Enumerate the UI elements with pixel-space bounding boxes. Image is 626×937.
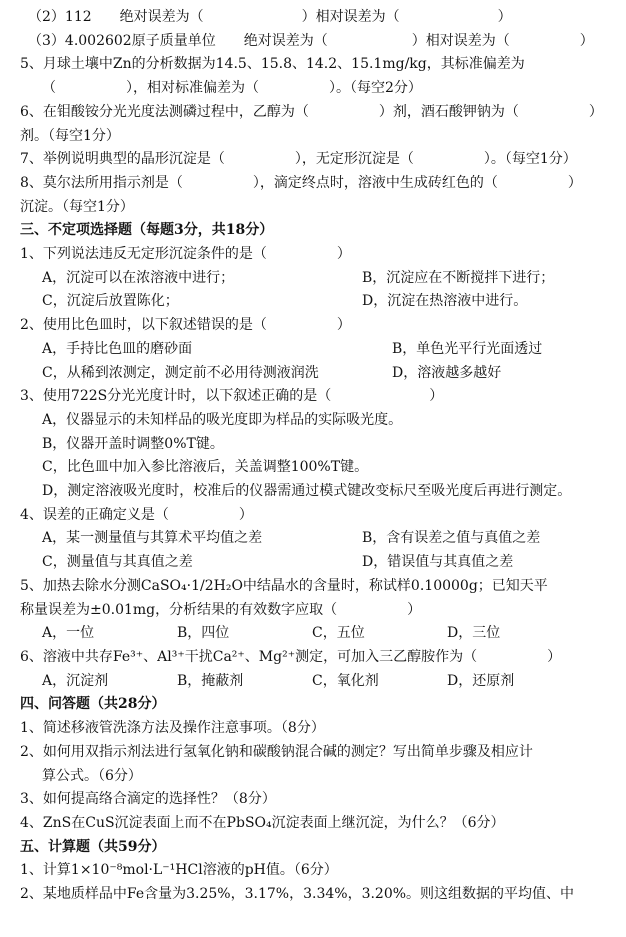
- s4-q2-cont: 算公式。（6分）: [42, 767, 142, 784]
- s3-q6-options: [20, 670, 616, 694]
- s3-q1-options-row1: [20, 267, 616, 291]
- s3-q5-options: [20, 622, 616, 646]
- s5-q1: 1、计算1×10⁻⁸mol·L⁻¹HCl溶液的pH值。（6分）: [20, 862, 338, 879]
- s3-q2-stem: 2、使用比色皿时，以下叙述错误的是（ ）: [20, 317, 351, 334]
- q7-stem: 7、举例说明典型的晶形沉淀是（ ），无定形沉淀是（ ）。（每空1分）: [20, 151, 577, 168]
- s3-q5-stem: 5、加热去除水分测CaSO₄·1/2H₂O中结晶水的含量时，称试样0.10000g；已知天平: [20, 577, 548, 594]
- s3-q5-option-d: D，三位: [447, 625, 501, 642]
- q2-line-helium: （3）4.002602原子质量单位 绝对误差为（ ）相对误差为（ ）: [28, 32, 594, 49]
- s3-q3-stem: 3、使用722S分光光度计时，以下叙述正确的是（ ）: [20, 388, 444, 405]
- s3-q1-option-b: B，沉淀应在不断搅拌下进行；: [362, 269, 555, 286]
- s3-q6-option-d: D，还原剂: [447, 672, 515, 689]
- s3-q3-option-a: A，仪器显示的未知样品的吸光度即为样品的实际吸光度。: [42, 411, 403, 428]
- s3-q2-option-d: D，溶液越多越好: [392, 364, 502, 381]
- q6-end: 剂。（每空1分）: [20, 127, 120, 144]
- s3-q5-option-a: A，一位: [42, 625, 95, 642]
- s4-q1: 1、简述移液管洗涤方法及操作注意事项。（8分）: [20, 720, 325, 737]
- s3-q5-option-c: C，五位: [312, 625, 365, 642]
- s3-q3-option-b: B，仪器开盖时调整0%T键。: [42, 435, 224, 452]
- s4-q2: 2、如何用双指示剂法进行氢氧化钠和碳酸钠混合碱的测定？写出简单步骤及相应计: [20, 743, 533, 760]
- s3-q3-option-d: D，测定溶液吸光度时，校准后的仪器需通过模式键改变标尺至吸光度后再进行测定。: [42, 483, 572, 500]
- s3-q6-stem: 6、溶液中共存Fe³⁺、Al³⁺干扰Ca²⁺、Mg²⁺测定，可加入三乙醇胺作为（ ）: [20, 648, 562, 665]
- s3-q1-option-a: A，沉淀可以在浓溶液中进行；: [42, 269, 235, 286]
- s3-q1-option-d: D，沉淀在热溶液中进行。: [362, 293, 528, 310]
- s3-q3-option-c: C，比色皿中加入参比溶液后，关盖调整100%T键。: [42, 459, 369, 476]
- s3-q6-option-a: A，沉淀剂: [42, 672, 109, 689]
- section-4-heading: 四、问答题（共28分）: [20, 696, 166, 713]
- s3-q2-options-row1: [20, 338, 616, 362]
- q8-end: 沉淀。（每空1分）: [20, 198, 134, 215]
- section-5-heading: 五、计算题（共59分）: [20, 838, 166, 855]
- section-3-heading: 三、不定项选择题（每题3分，共18分）: [20, 222, 274, 239]
- s3-q5-option-b: B，四位: [177, 625, 230, 642]
- q6-stem: 6、在钼酸铵分光光度法测磷过程中，乙醇为（ ）剂，酒石酸钾钠为（ ）: [20, 103, 603, 120]
- s3-q4-option-d: D，错误值与其真值之差: [362, 554, 514, 571]
- s3-q1-option-c: C，沉淀后放置陈化；: [42, 293, 179, 310]
- s3-q1-stem: 1、下列说法违反无定形沉淀条件的是（ ）: [20, 246, 351, 263]
- s3-q4-option-b: B，含有误差之值与真值之差: [362, 530, 541, 547]
- q8-stem: 8、莫尔法所用指示剂是（ ），滴定终点时，溶液中生成砖红色的（ ）: [20, 174, 582, 191]
- q5-blanks: （ ），相对标准偏差为（ ）。（每空2分）: [42, 80, 422, 97]
- s4-q4: 4、ZnS在CuS沉淀表面上而不在PbSO₄沉淀表面上继沉淀，为什么？（6分）: [20, 814, 505, 831]
- s3-q4-stem: 4、误差的正确定义是（ ）: [20, 506, 253, 523]
- s3-q5-stem-cont: 称量误差为±0.01mg，分析结果的有效数字应取（ ）: [20, 601, 422, 618]
- s3-q6-option-b: B，掩蔽剂: [177, 672, 244, 689]
- q2-line-112: （2）112 绝对误差为（ ）相对误差为（ ）: [28, 9, 512, 25]
- s5-q2: 2、某地质样品中Fe含量为3.25%，3.17%，3.34%，3.20%。则这组数据的平均值、中: [20, 886, 575, 903]
- s3-q6-option-c: C，氧化剂: [312, 672, 379, 689]
- s3-q2-option-b: B，单色光平行光面透过: [392, 340, 543, 357]
- s3-q4-option-a: A，某一测量值与其算术平均值之差: [42, 530, 263, 547]
- s3-q4-options-row2: [20, 551, 616, 575]
- s4-q3: 3、如何提高络合滴定的选择性？（8分）: [20, 791, 276, 808]
- s3-q4-options-row1: [20, 527, 616, 551]
- s3-q2-option-a: A，手持比色皿的磨砂面: [42, 340, 193, 357]
- s3-q2-option-c: C，从稀到浓测定，测定前不必用待测液润洗: [42, 364, 319, 381]
- s3-q4-option-c: C，测量值与其真值之差: [42, 554, 193, 571]
- q5-stem: 5、月球土壤中Zn的分析数据为14.5、15.8、14.2、15.1mg/kg，其标准偏差为: [20, 56, 525, 73]
- s3-q2-options-row2: [20, 362, 616, 386]
- s3-q1-options-row2: [20, 290, 616, 314]
